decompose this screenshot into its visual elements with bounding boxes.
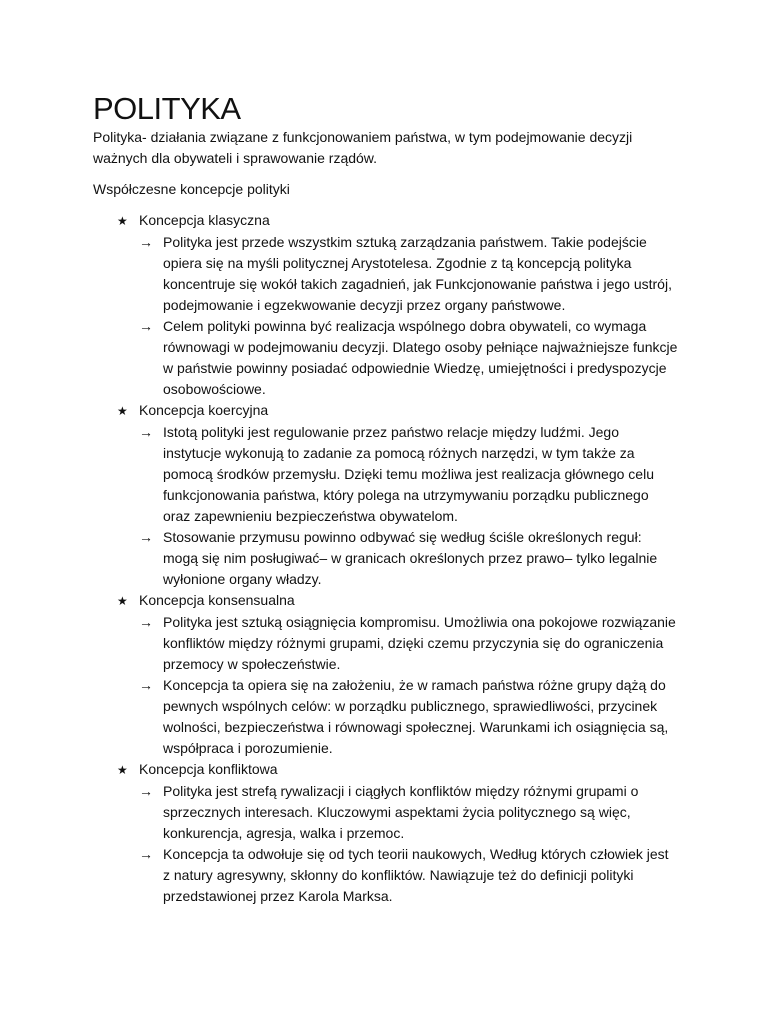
- concept-points: [93, 781, 678, 907]
- point-text: Istotą polityki jest regulowanie przez państwo relacje między ludźmi. Jego instytucje wykonują to zadanie za pomocą różnych narzędzi, w tym także za pomocą środków przemysłu. Dzięki temu możliwa jest realizacja głównego celu funkcjonowania państwa, który polega na utrzymywaniu porządku publicznego oraz zapewnieniu bezpieczeństwa obywatelom.: [163, 424, 654, 524]
- concept-item: [93, 590, 678, 759]
- arrow-right-icon: →: [139, 234, 153, 250]
- concept-item: [93, 210, 678, 400]
- concept-point: [93, 527, 678, 590]
- arrow-right-icon: →: [139, 424, 153, 440]
- point-text: Koncepcja ta opiera się na założeniu, że w ramach państwa różne grupy dążą do pewnych wspólnych celów: w porządku publicznego, sprawiedliwości, przycinek wolności, bezpieczeństwa i równowagi społecznej. Warunkami ich osiągnięcia są, współpraca i porozumienie.: [163, 677, 669, 756]
- star-bullet-icon: ★: [117, 404, 128, 418]
- star-bullet-icon: ★: [117, 594, 128, 608]
- arrow-right-icon: →: [139, 614, 153, 630]
- concept-point: [93, 781, 678, 844]
- concept-point: [93, 316, 678, 400]
- concept-heading: [93, 590, 678, 612]
- page-title: POLITYKA: [93, 91, 241, 126]
- concept-point: [93, 422, 678, 527]
- arrow-right-icon: →: [139, 529, 153, 545]
- concept-points: [93, 232, 678, 400]
- point-text: Polityka jest strefą rywalizacji i ciągłych konfliktów między różnymi grupami o sprzecznych interesach. Kluczowymi aspektami życia politycznego są więc, konkurencja, agresja, walka i przemoc.: [163, 783, 639, 841]
- arrow-right-icon: →: [139, 677, 153, 693]
- concept-point: [93, 844, 678, 907]
- arrow-right-icon: →: [139, 783, 153, 799]
- concept-heading: [93, 759, 678, 781]
- concept-heading: [93, 210, 678, 232]
- concept-points: [93, 422, 678, 590]
- point-text: Polityka jest przede wszystkim sztuką zarządzania państwem. Takie podejście opiera się na myśli politycznej Arystotelesa. Zgodnie z tą koncepcją polityka koncentruje się wokół takich zagadnień, jak Funkcjonowanie państwa i jego ustrój, podejmowanie i egzekwowanie decyzji przez organy państwowe.: [163, 234, 672, 313]
- concept-item: [93, 400, 678, 590]
- point-text: Stosowanie przymusu powinno odbywać się według ściśle określonych reguł: mogą się nim posługiwać– w granicach określonych przez prawo– tylko legalnie wyłonione organy władzy.: [163, 529, 658, 587]
- concept-name: Koncepcja konfliktowa: [139, 761, 278, 777]
- concept-point: [93, 612, 678, 675]
- star-bullet-icon: ★: [117, 763, 128, 777]
- concept-name: Koncepcja konsensualna: [139, 592, 295, 608]
- concept-list: [93, 210, 678, 907]
- arrow-right-icon: →: [139, 846, 153, 862]
- point-text: Polityka jest sztuką osiągnięcia kompromisu. Umożliwia ona pokojowe rozwiązanie konfliktów między różnymi grupami, dzięki czemu przyczynia się do ograniczenia przemocy w społeczeństwie.: [163, 614, 676, 672]
- concept-item: [93, 759, 678, 907]
- concept-heading: [93, 400, 678, 422]
- concept-name: Koncepcja klasyczna: [139, 212, 270, 228]
- concept-point: [93, 675, 678, 759]
- concept-point: [93, 232, 678, 316]
- concept-name: Koncepcja koercyjna: [139, 402, 269, 418]
- star-bullet-icon: ★: [117, 214, 128, 228]
- arrow-right-icon: →: [139, 318, 153, 334]
- section-subtitle: Współczesne koncepcje polityki: [93, 181, 290, 197]
- point-text: Celem polityki powinna być realizacja wspólnego dobra obywateli, co wymaga równowagi w podejmowaniu decyzji. Dlatego osoby pełniące najważniejsze funkcje w państwie powinny posiadać odpowiednie Wiedzę, umiejętności i predyspozycje osobowościowe.: [163, 318, 678, 397]
- point-text: Koncepcja ta odwołuje się od tych teorii naukowych, Według których człowiek jest z natury agresywny, skłonny do konfliktów. Nawiązuje też do definicji polityki przedstawionej przez Karola Marksa.: [163, 846, 669, 904]
- concept-points: [93, 612, 678, 759]
- intro-paragraph: Polityka- działania związane z funkcjonowaniem państwa, w tym podejmowanie decyzji ważnych dla obywateli i sprawowanie rządów.: [93, 129, 633, 166]
